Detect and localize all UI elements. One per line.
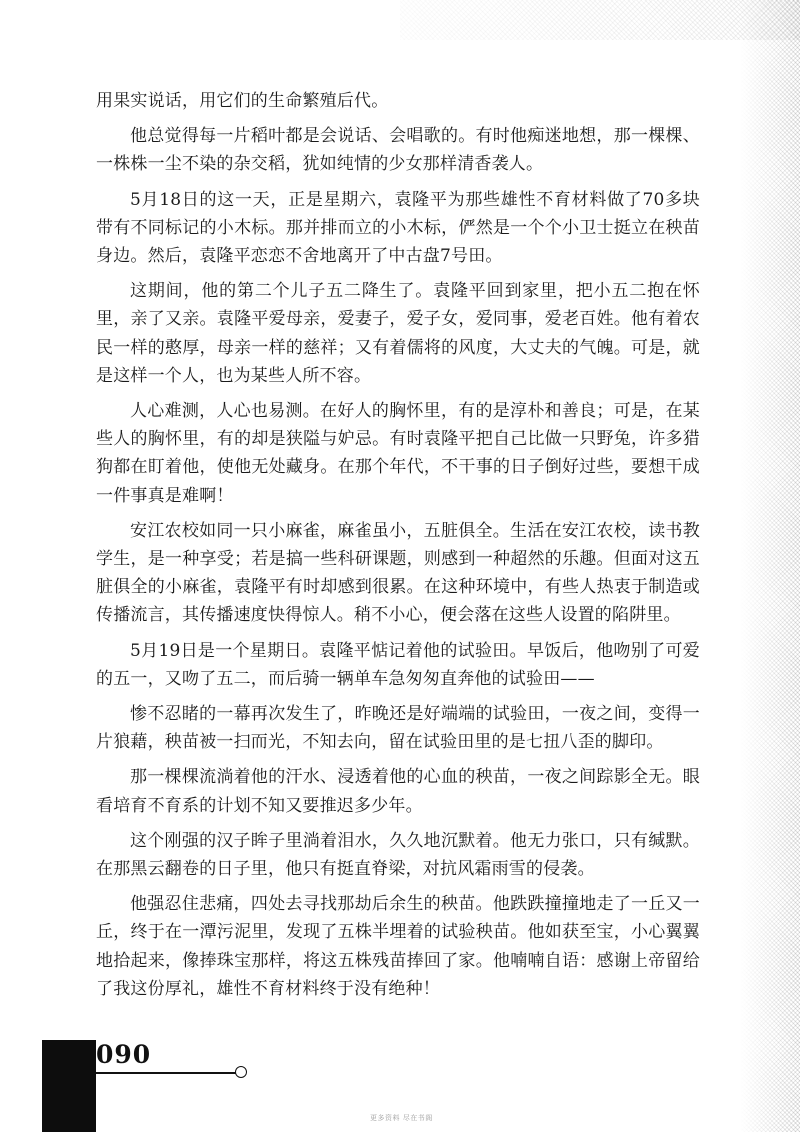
watermark: 更多资料 尽在书阁 [370,1114,433,1122]
paragraph: 他总觉得每一片稻叶都是会说话、会唱歌的。有时他痴迷地想，那一棵棵、一株株一尘不染的杂交稻，犹如纯情的少女那样清香袭人。 [96,126,700,175]
paragraph: 5月18日的这一天，正是星期六，袁隆平为那些雄性不育材料做了70多块带有不同标记的小木标。那并排而立的小木标，俨然是一个个小卫士挺立在秧苗身边。然后，袁隆平恋恋不舍地离开了中古盘7号田。 [96,189,700,267]
paragraph: 惨不忍睹的一幕再次发生了，昨晚还是好端端的试验田，一夜之间，变得一片狼藉，秧苗被一扫而光，不知去向，留在试验田里的是七扭八歪的脚印。 [96,704,700,753]
page-number: 090 [96,1040,152,1069]
paragraph: 那一棵棵流淌着他的汗水、浸透着他的心血的秧苗，一夜之间踪影全无。眼看培育不育系的计划不知又要推迟多少年。 [96,767,700,816]
footer-black-bar [42,1040,96,1132]
paragraph: 人心难测，人心也易测。在好人的胸怀里，有的是淳朴和善良；可是，在某些人的胸怀里，有的却是狭隘与妒忌。有时袁隆平把自己比做一只野兔，许多猎狗都在盯着他，使他无处藏身。在那个年代，不干事的日子倒好过些，要想干成一件事真是难啊！ [96,401,700,506]
scan-noise-right [740,0,800,1132]
paragraph: 他强忍住悲痛，四处去寻找那劫后余生的秧苗。他跌跌撞撞地走了一丘又一丘，终于在一潭污泥里，发现了五株半埋着的试验秧苗。他如获至宝，小心翼翼地拾起来，像捧珠宝那样，将这五株残苗捧回了家。他喃喃自语：感谢上帝留给了我这份厚礼，雄性不育材料终于没有绝种！ [96,894,700,999]
footer-circle-ornament [235,1066,247,1078]
paragraph: 用果实说话，用它们的生命繁殖后代。 [96,91,389,111]
paragraph: 5月19日是一个星期日。袁隆平惦记着他的试验田。早饭后，他吻别了可爱的五一，又吻了五二，而后骑一辆单车急匆匆直奔他的试验田—— [96,640,700,689]
body-text [96,87,700,1010]
paragraph: 这个刚强的汉子眸子里淌着泪水，久久地沉默着。他无力张口，只有缄默。在那黑云翻卷的日子里，他只有挺直脊梁，对抗风霜雨雪的侵袭。 [96,830,700,880]
paragraph: 这期间，他的第二个儿子五二降生了。袁隆平回到家里，把小五二抱在怀里，亲了又亲。袁隆平爱母亲，爱妻子，爱子女，爱同事，爱老百姓。他有着农民一样的憨厚，母亲一样的慈祥；又有着儒将的风度，大丈夫的气魄。可是，就是这样一个人，也为某些人所不容。 [96,281,700,386]
paragraph: 安江农校如同一只小麻雀，麻雀虽小，五脏俱全。生活在安江农校，读书教学生，是一种享受；若是搞一些科研课题，则感到一种超然的乐趣。但面对这五脏俱全的小麻雀，袁隆平有时却感到很累。在这种环境中，有些人热衷于制造或传播流言，其传播速度快得惊人。稍不小心，便会落在这些人设置的陷阱里。 [96,520,700,626]
footer-rule [96,1072,236,1074]
